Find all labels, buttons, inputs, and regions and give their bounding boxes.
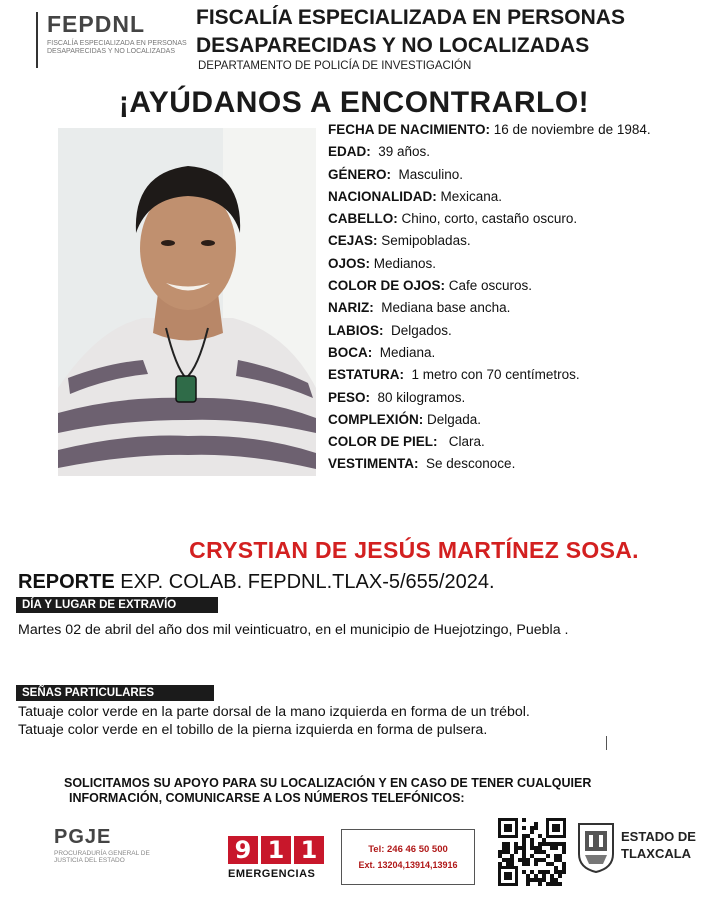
person-details — [328, 122, 708, 479]
detail-label: COMPLEXIÓN: — [328, 411, 424, 427]
detail-label: BOCA: — [328, 344, 373, 360]
detail-row — [328, 278, 708, 300]
report-label: REPORTE — [18, 571, 115, 593]
state-logo-text — [621, 828, 696, 862]
emergency-digit: 9 — [228, 836, 258, 864]
disappearance-heading: DÍA Y LUGAR DE EXTRAVÍO — [16, 597, 218, 613]
detail-row — [328, 390, 708, 412]
detail-value: Delgada. — [423, 411, 482, 427]
detail-label: COLOR DE OJOS: — [328, 278, 446, 294]
detail-row — [328, 323, 708, 345]
contact-request-line1: SOLICITAMOS SU APOYO PARA SU LOCALIZACIÓN Y EN CASO DE TENER CUALQUIER — [64, 776, 592, 790]
detail-value: 80 kilogramos. — [370, 389, 466, 405]
detail-label: OJOS: — [328, 255, 371, 271]
detail-row — [328, 412, 708, 434]
detail-label: VESTIMENTA: — [328, 456, 419, 472]
detail-row — [328, 345, 708, 367]
missing-person-name: CRYSTIAN DE JESÚS MARTÍNEZ SOSA. — [189, 537, 639, 563]
detail-label: NARIZ: — [328, 300, 374, 316]
mark-line-1: Tatuaje color verde en la parte dorsal de la mano izquierda en forma de un trébol. — [18, 704, 530, 720]
fepdnl-logo: FEPDNL — [47, 11, 145, 37]
detail-row — [328, 122, 708, 144]
emergency-digit: 1 — [294, 836, 324, 864]
contact-request-line2: INFORMACIÓN, COMUNICARSE A LOS NÚMEROS TELEFÓNICOS: — [69, 791, 465, 805]
detail-value: 39 años. — [370, 144, 431, 160]
tlaxcala-shield-icon — [577, 822, 615, 874]
emergency-digit: 1 — [261, 836, 291, 864]
detail-label: PESO: — [328, 389, 371, 405]
fepdnl-logo-subtitle: FISCALÍA ESPECIALIZADA EN PERSONAS DESAPARECIDAS Y NO LOCALIZADAS — [47, 40, 187, 55]
detail-label: COLOR DE PIEL: — [328, 434, 438, 450]
phone-extensions: Ext. 13204,13914,13916 — [358, 860, 458, 870]
detail-row — [328, 456, 708, 478]
detail-value: 1 metro con 70 centímetros. — [404, 367, 580, 383]
detail-label: GÉNERO: — [328, 166, 392, 182]
pgje-logo-subtitle: PROCURADURÍA GENERAL DE JUSTICIA DEL ESTADO — [54, 850, 150, 864]
detail-row — [328, 300, 708, 322]
detail-row — [328, 167, 708, 189]
marks-heading: SEÑAS PARTICULARES — [16, 685, 214, 701]
logo-divider — [36, 12, 38, 68]
detail-row — [328, 211, 708, 233]
pgje-logo: PGJE — [54, 826, 112, 848]
detail-value: Medianos. — [370, 255, 437, 271]
agency-title — [196, 4, 625, 60]
detail-value: Chino, corto, castaño oscuro. — [397, 211, 578, 227]
detail-value: Semipobladas. — [377, 233, 471, 249]
department-name: DEPARTAMENTO DE POLICÍA DE INVESTIGACIÓN — [198, 60, 472, 72]
detail-label: LABIOS: — [328, 322, 384, 338]
detail-value: Delgados. — [383, 322, 452, 338]
emergency-911-logo — [228, 836, 327, 864]
mark-line-2: Tatuaje color verde en el tobillo de la pierna izquierda en forma de pulsera. — [18, 722, 488, 738]
detail-row — [328, 256, 708, 278]
state-line2: TLAXCALA — [621, 846, 692, 861]
agency-title-line2: DESAPARECIDAS Y NO LOCALIZADAS — [196, 34, 590, 57]
detail-row — [328, 189, 708, 211]
detail-row — [328, 233, 708, 255]
detail-label: FECHA DE NACIMIENTO: — [328, 122, 490, 137]
detail-value: Mediana base ancha. — [373, 300, 511, 316]
agency-title-line1: FISCALÍA ESPECIALIZADA EN PERSONAS — [196, 6, 625, 29]
detail-value: Mexicana. — [436, 188, 503, 204]
emergency-label: EMERGENCIAS — [228, 868, 316, 880]
qr-code-icon — [496, 816, 568, 888]
detail-value: Se desconoce. — [418, 456, 516, 472]
detail-value: Clara. — [437, 434, 485, 450]
report-number: EXP. COLAB. FEPDNL.TLAX-5/655/2024. — [114, 571, 495, 593]
detail-row — [328, 144, 708, 166]
detail-value: Masculino. — [391, 166, 464, 182]
report-line — [18, 571, 495, 594]
detail-value: 16 de noviembre de 1984. — [490, 122, 651, 137]
detail-label: EDAD: — [328, 144, 371, 160]
detail-label: NACIONALIDAD: — [328, 188, 437, 204]
detail-row — [328, 434, 708, 456]
missing-person-photo — [58, 128, 316, 476]
headline: ¡AYÚDANOS A ENCONTRARLO! — [118, 86, 590, 119]
detail-value: Cafe oscuros. — [445, 278, 533, 294]
detail-label: CABELLO: — [328, 211, 398, 227]
disappearance-text: Martes 02 de abril del año dos mil veinticuatro, en el municipio de Huejotzingo, Puebla . — [18, 622, 569, 638]
state-line1: ESTADO DE — [621, 829, 696, 844]
phone-box — [341, 829, 475, 885]
detail-row — [328, 367, 708, 389]
detail-value: Mediana. — [372, 344, 436, 360]
detail-label: CEJAS: — [328, 233, 378, 249]
detail-label: ESTATURA: — [328, 367, 404, 383]
text-cursor — [606, 736, 607, 750]
contact-request — [64, 776, 664, 806]
phone-number: Tel: 246 46 50 500 — [368, 844, 448, 855]
